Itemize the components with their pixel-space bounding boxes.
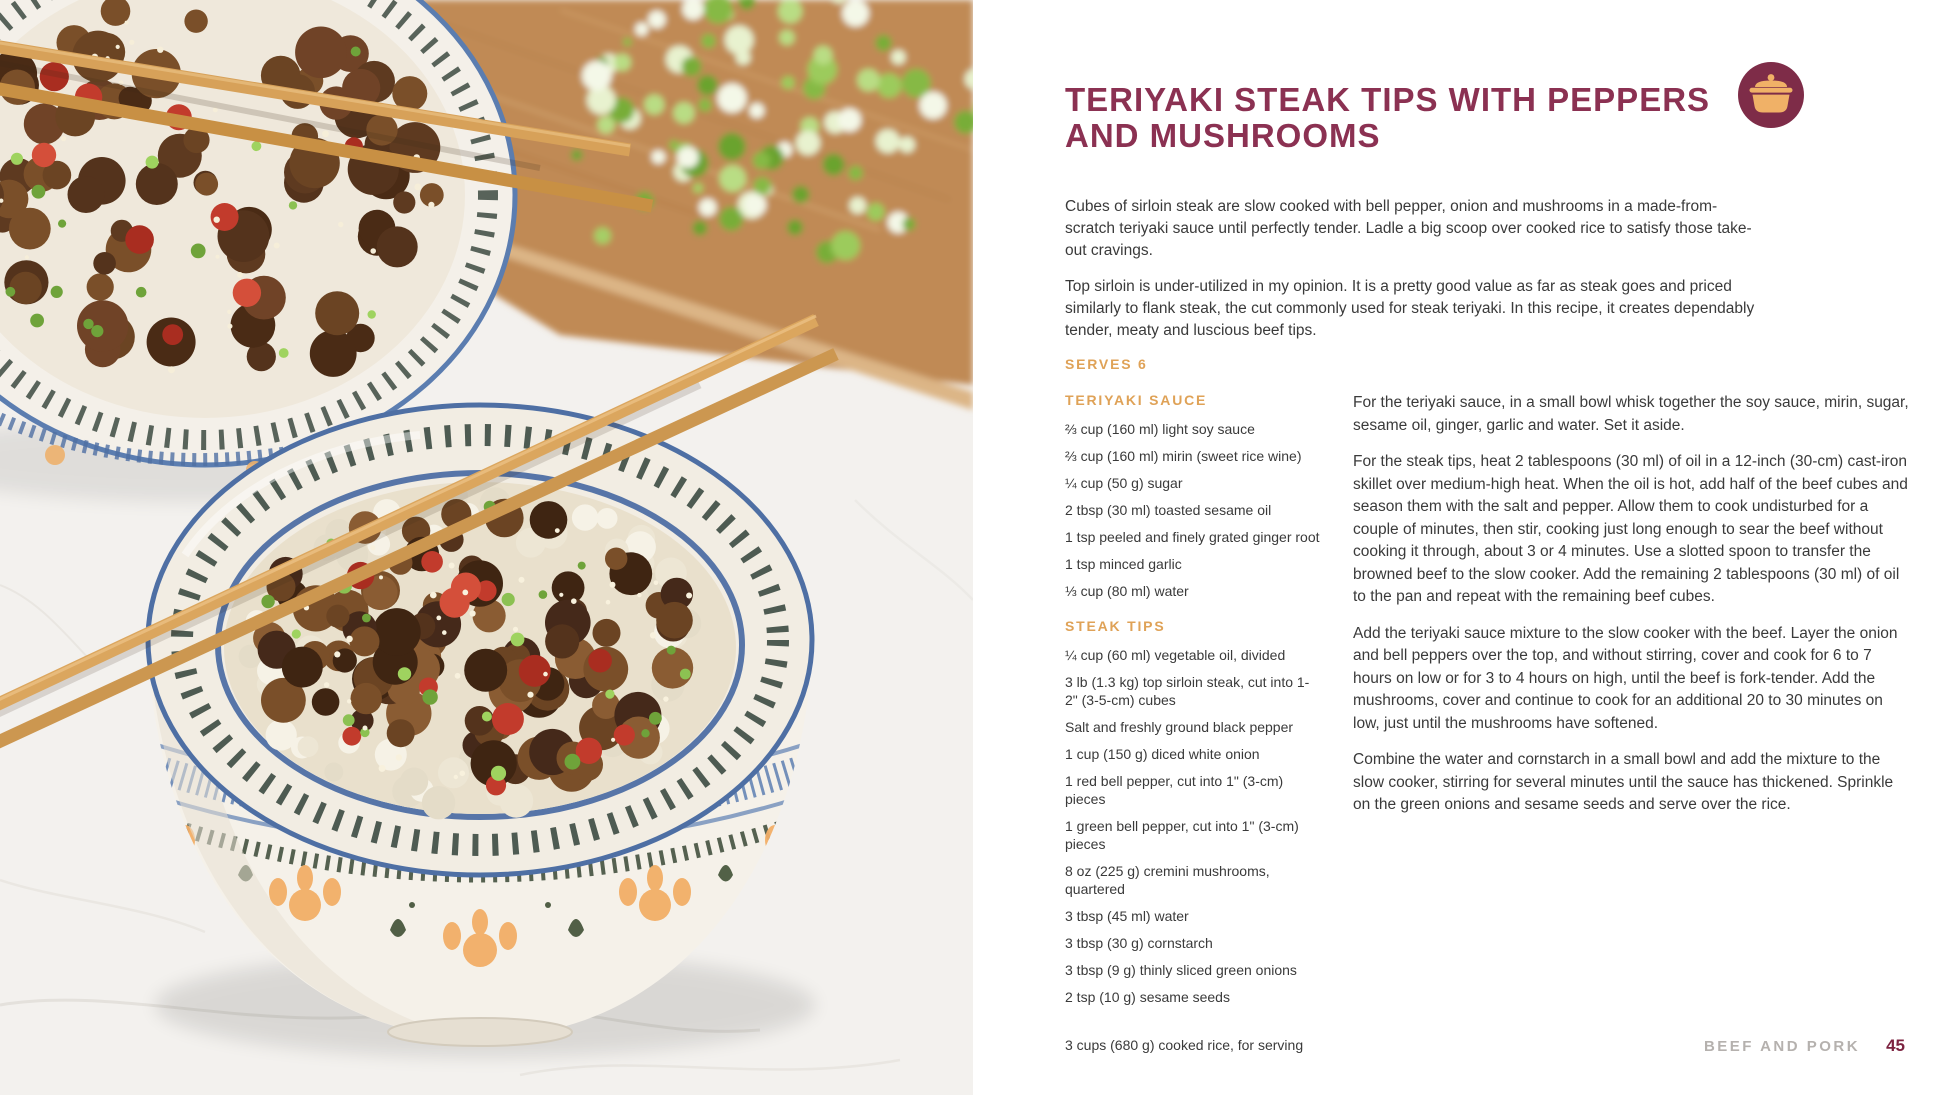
ingredients-column [1065, 392, 1321, 1054]
ingredient-item: 1 cup (150 g) diced white onion [1065, 746, 1260, 763]
title-line-2: AND MUSHROOMS [1065, 117, 1381, 155]
ingredient-section-heading: TERIYAKI SAUCE [1065, 392, 1208, 409]
teriyaki-sauce-ingredients [1065, 420, 1321, 600]
steak-tips-ingredients [1065, 646, 1321, 1006]
recipe-content [1065, 0, 1910, 1054]
direction-paragraph: Add the teriyaki sauce mixture to the slow cooker with the beef. Layer the onion and bell peppers over the top, and without stirring, cover and cook for 6 to 7 hours on low or for 3 to 4 hours on high, until the beef is fork-tender. Add the mushrooms, cover and continue to cook for an additional 20 to 30 minutes on low, just until the mushrooms have softened. [1353, 624, 1898, 732]
ingredient-item: ¼ cup (50 g) sugar [1065, 475, 1183, 492]
direction-paragraph: For the steak tips, heat 2 tablespoons (30 ml) of oil in a 12-inch (30-cm) cast-iron skillet over medium-high heat. When the oil is hot, add half of the beef cubes and season them with the salt and pepper. Allow them to cook undisturbed for a couple of minutes, then stir, cooking just long enough to sear the beef without cooking it through, about 3 or 4 minutes. Use a slotted spoon to transfer the browned beef to the slow cooker. Add the remaining 2 tablespoons (30 ml) of oil to the pan and repeat with the remaining beef cubes. [1353, 453, 1908, 606]
serving-note: 3 cups (680 g) cooked rice, for serving [1065, 1037, 1304, 1054]
page-footer [1704, 1036, 1905, 1056]
serves-label: SERVES 6 [1065, 356, 1148, 373]
ingredient-item: ⅔ cup (160 ml) light soy sauce [1065, 421, 1255, 438]
direction-paragraph: For the teriyaki sauce, in a small bowl whisk together the soy sauce, mirin, sugar, sesame oil, ginger, garlic and water. Set it aside. [1353, 394, 1909, 434]
ingredient-item: ¼ cup (60 ml) vegetable oil, divided [1065, 647, 1286, 664]
ingredient-item: 2 tbsp (30 ml) toasted sesame oil [1065, 502, 1272, 519]
ingredient-item: 8 oz (225 g) cremini mushrooms, quartered [1065, 863, 1270, 898]
footer-section-label: BEEF AND PORK [1703, 1038, 1861, 1055]
ingredient-item: 2 tsp (10 g) sesame seeds [1065, 989, 1230, 1006]
ingredient-item: 3 lb (1.3 kg) top sirloin steak, cut into 1-2" (3-5-cm) cubes [1065, 674, 1310, 709]
ingredient-item: 1 tsp minced garlic [1065, 556, 1182, 573]
recipe-header [1065, 60, 1910, 176]
ingredient-section-heading: STEAK TIPS [1065, 618, 1166, 635]
page-title [1065, 82, 1738, 154]
title-line-1: TERIYAKI STEAK TIPS WITH PEPPERS [1065, 81, 1711, 119]
ingredient-item: ⅔ cup (160 ml) mirin (sweet rice wine) [1065, 448, 1302, 465]
direction-paragraph: Combine the water and cornstarch in a small bowl and add the mixture to the slow cooker, stirring for several minutes until the sauce has thickened. Sprinkle on the green onions and sesame seeds and serve over the rice. [1353, 751, 1894, 814]
directions-column [1353, 392, 1910, 1054]
recipe-columns [1065, 392, 1910, 1054]
ingredient-item: 3 tbsp (9 g) thinly sliced green onions [1065, 962, 1297, 979]
ingredient-item: 1 red bell pepper, cut into 1" (3-cm) pieces [1065, 773, 1284, 808]
ingredient-item: 1 tsp peeled and finely grated ginger root [1065, 529, 1320, 546]
intro-paragraph: Cubes of sirloin steak are slow cooked with bell pepper, onion and mushrooms in a made-from-scratch teriyaki sauce until perfectly tender. Ladle a big scoop over cooked rice to satisfy those take-out cravings. [1065, 198, 1752, 260]
intro-paragraph: Top sirloin is under-utilized in my opinion. It is a pretty good value as far as steak goes and priced similarly to flank steak, the cut commonly used for steak teriyaki. In this recipe, it creates dependably tender, meaty and luscious beef tips. [1065, 278, 1755, 340]
ingredient-item: 3 tbsp (30 g) cornstarch [1065, 935, 1213, 952]
ingredient-item: ⅓ cup (80 ml) water [1065, 583, 1189, 600]
ingredient-item: Salt and freshly ground black pepper [1065, 719, 1294, 736]
slow-cooker-icon [1738, 62, 1804, 128]
footer-page-number: 45 [1886, 1036, 1905, 1055]
recipe-intro [1065, 196, 1757, 342]
ingredient-item: 1 green bell pepper, cut into 1" (3-cm) pieces [1065, 818, 1299, 853]
ingredient-item: 3 tbsp (45 ml) water [1065, 908, 1189, 925]
